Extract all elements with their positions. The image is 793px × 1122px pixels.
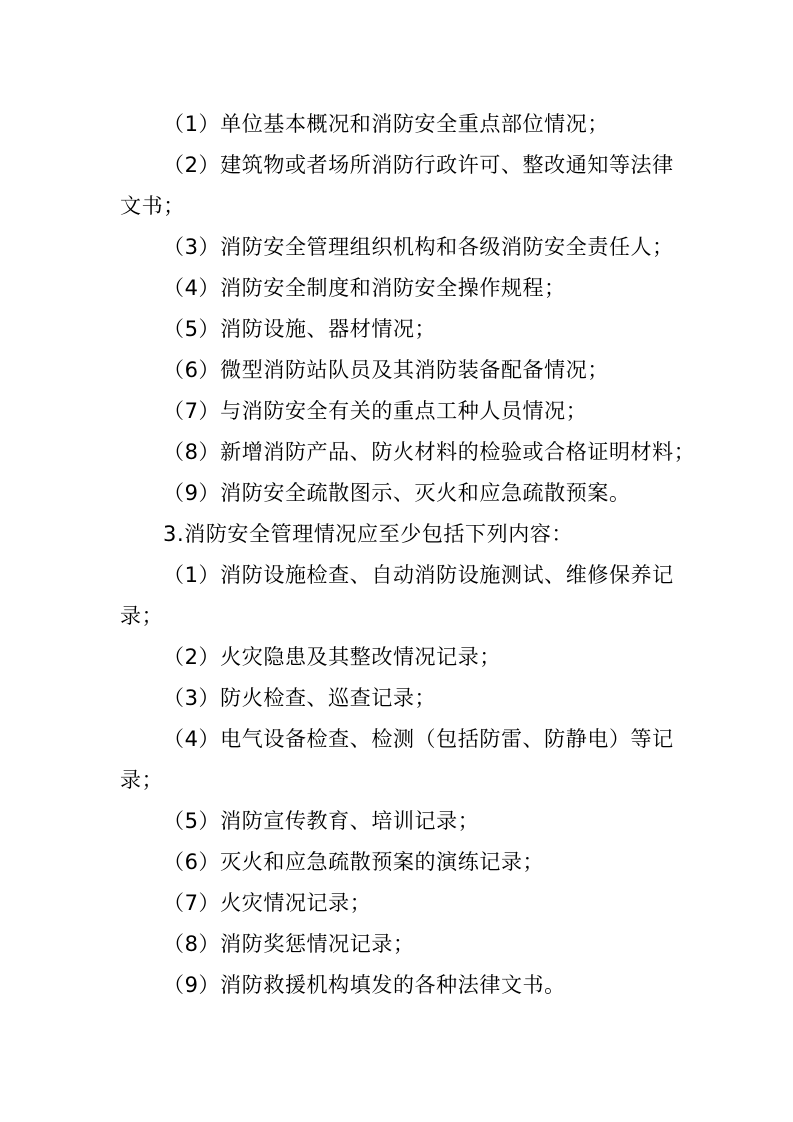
- list-item-continuation: 录；: [120, 768, 164, 792]
- list-item: （2）建筑物或者场所消防行政许可、整改通知等法律: [163, 153, 674, 177]
- list-item: （4）电气设备检查、检测（包括防雷、防静电）等记: [163, 727, 674, 751]
- list-item: （1）单位基本概况和消防安全重点部位情况；: [163, 112, 609, 136]
- list-item-continuation: 录；: [120, 604, 164, 628]
- list-item: （9）消防安全疏散图示、灭火和应急疏散预案。: [163, 481, 631, 505]
- list-item: （2）火灾隐患及其整改情况记录；: [163, 645, 501, 669]
- list-item: （5）消防设施、器材情况；: [163, 317, 437, 341]
- list-item: （3）防火检查、巡查记录；: [163, 686, 437, 710]
- list-item: （1）消防设施检查、自动消防设施测试、维修保养记: [163, 563, 674, 587]
- list-item: （6）微型消防站队员及其消防装备配备情况；: [163, 358, 609, 382]
- list-item: （3）消防安全管理组织机构和各级消防安全责任人；: [163, 235, 674, 259]
- list-item: （8）新增消防产品、防火材料的检验或合格证明材料；: [163, 440, 696, 464]
- list-item: （7）火灾情况记录；: [163, 891, 372, 915]
- list-item: （6）灭火和应急疏散预案的演练记录；: [163, 850, 545, 874]
- section-heading: 3.消防安全管理情况应至少包括下列内容：: [163, 522, 574, 546]
- list-item: （9）消防救援机构填发的各种法律文书。: [163, 973, 566, 997]
- list-item: （4）消防安全制度和消防安全操作规程；: [163, 276, 566, 300]
- list-item: （8）消防奖惩情况记录；: [163, 932, 415, 956]
- list-item: （5）消防宣传教育、培训记录；: [163, 809, 480, 833]
- list-item-continuation: 文书；: [120, 194, 185, 218]
- list-item: （7）与消防安全有关的重点工种人员情况；: [163, 399, 588, 423]
